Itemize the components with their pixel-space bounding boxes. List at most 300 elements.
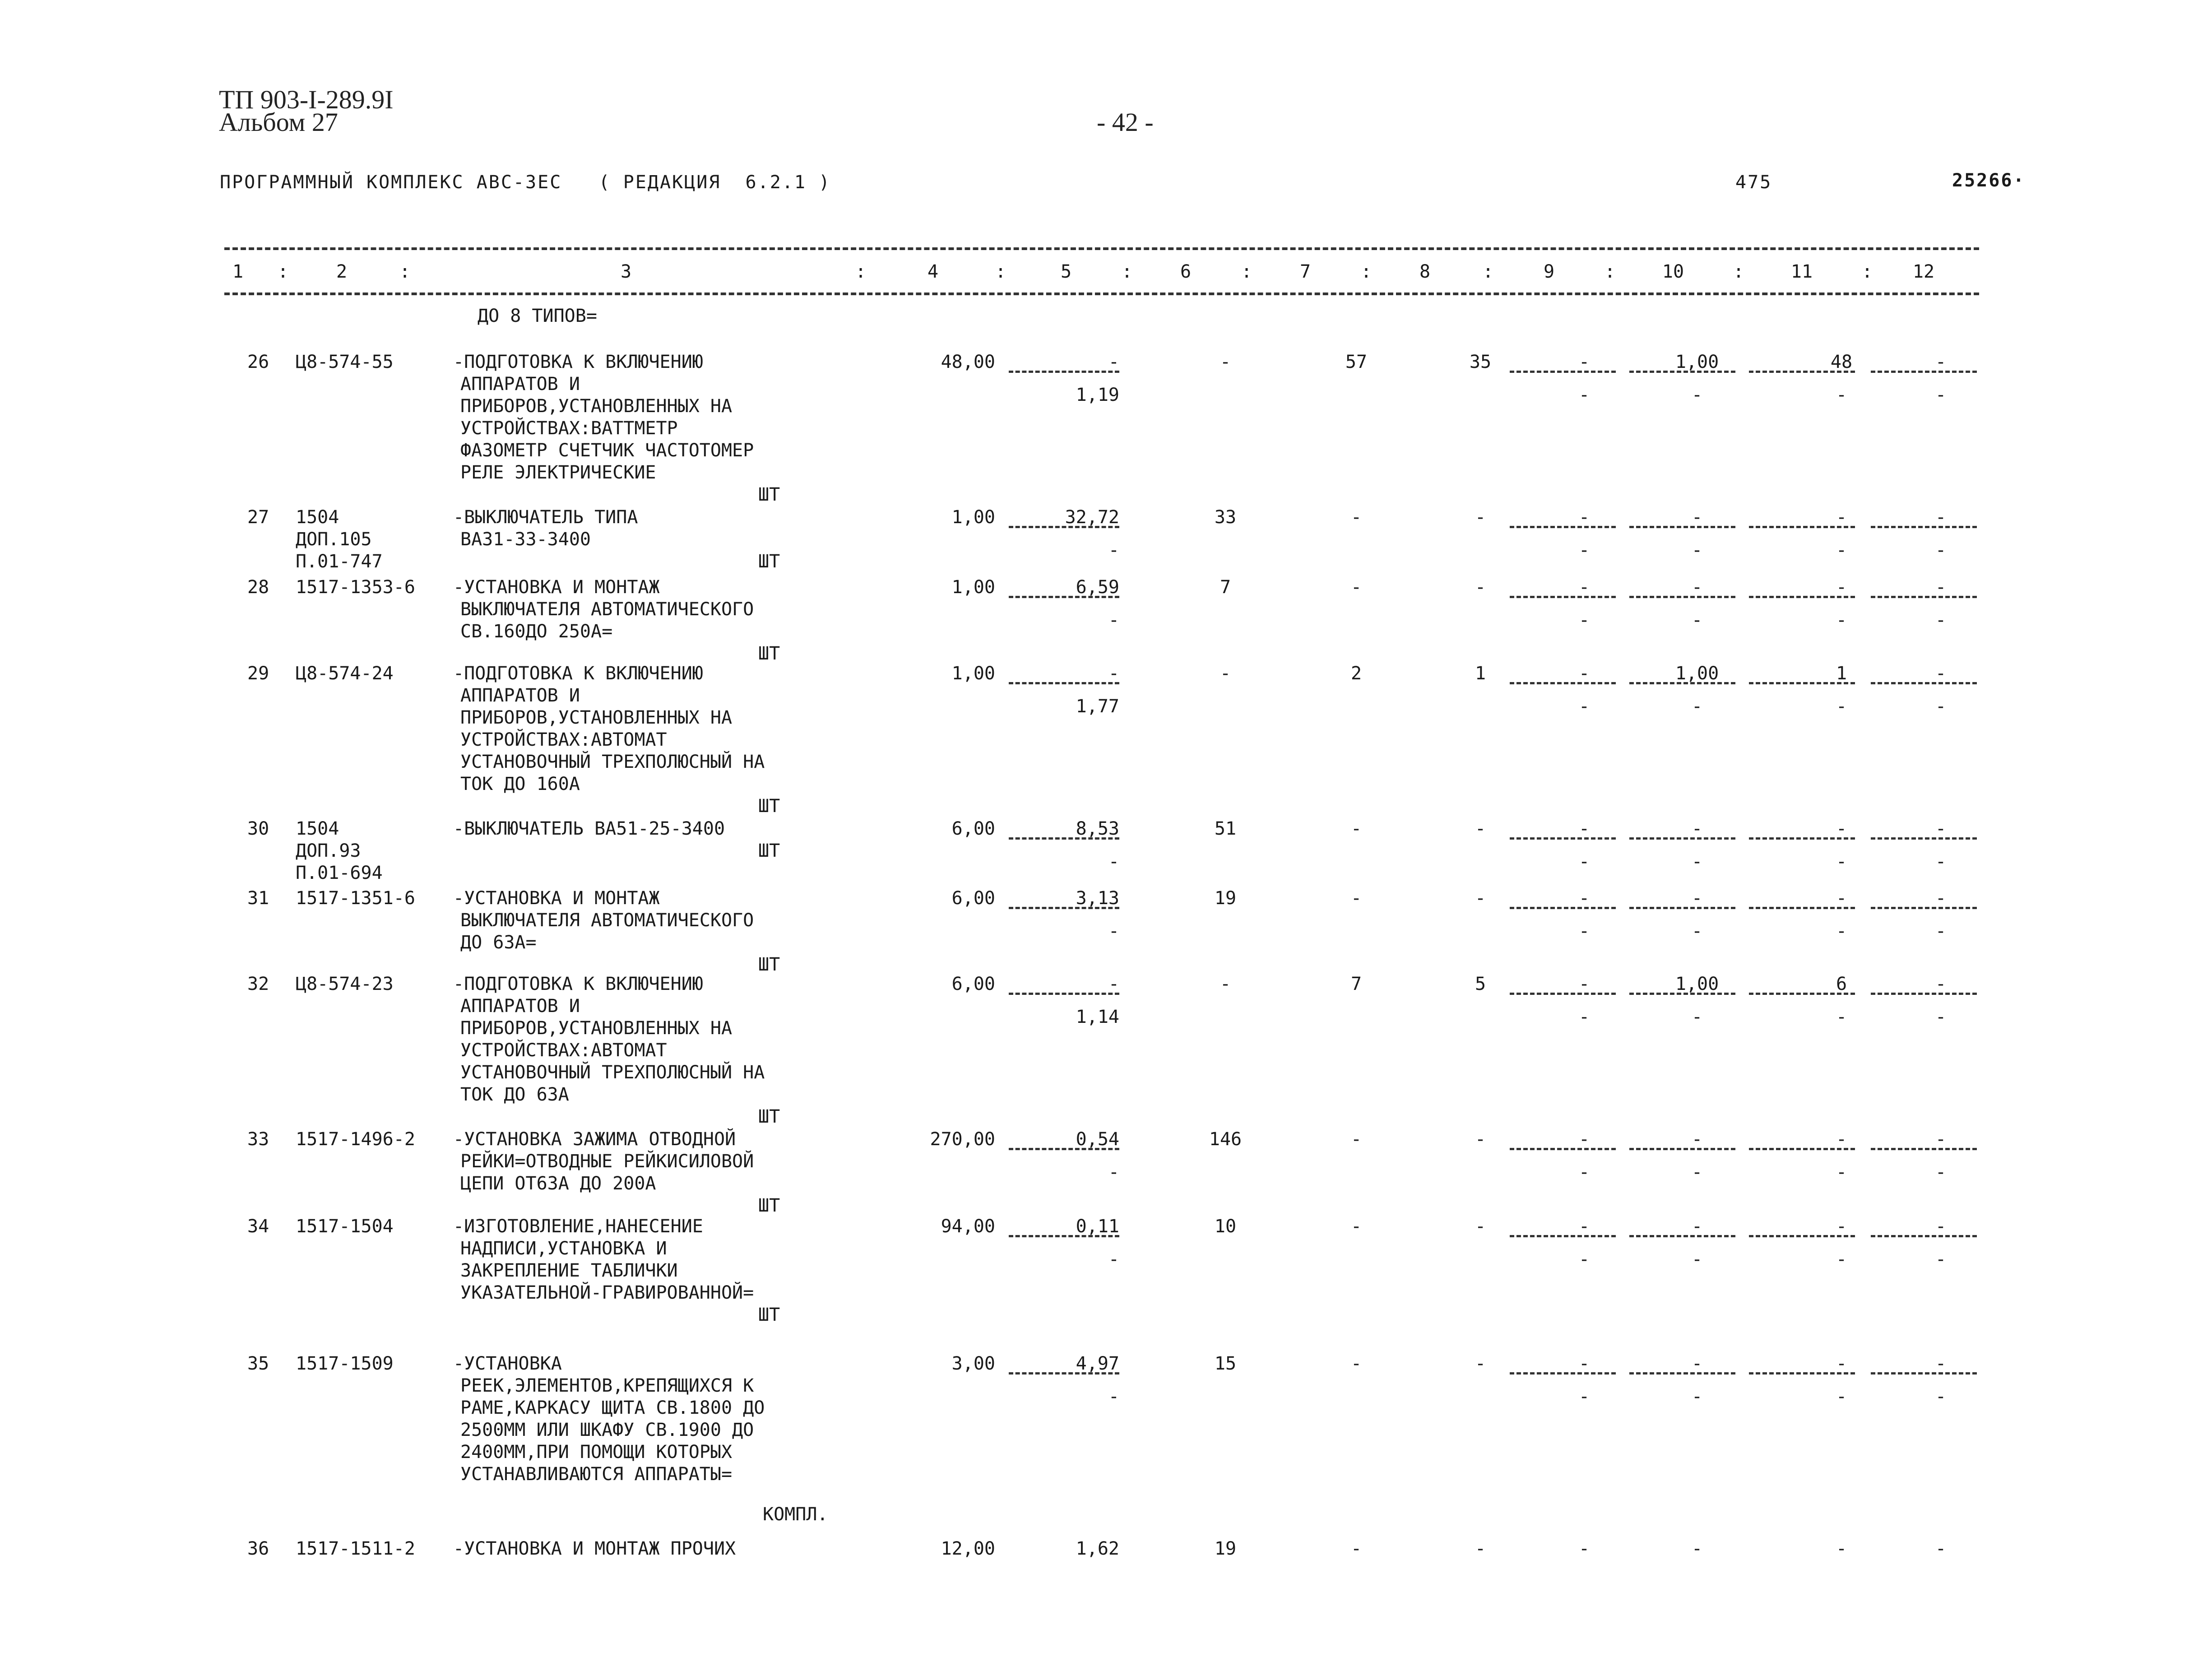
cell-col9-sub: -	[1578, 1162, 1590, 1183]
divider	[1009, 1148, 1119, 1150]
cell-col6: -	[1220, 663, 1231, 684]
cell-col10: 1,00	[1675, 663, 1719, 684]
cell-col10-sub: -	[1691, 1007, 1703, 1027]
column-separator: :	[277, 261, 289, 282]
column-header-5: 5	[1060, 261, 1072, 282]
cell-col4: 6,00	[951, 818, 995, 839]
row-number: 28	[247, 577, 269, 598]
row-code: 1517-1496-2	[296, 1129, 415, 1150]
row-code: 1517-1351-6	[296, 888, 415, 909]
cell-col5: 32,72	[1065, 507, 1119, 528]
cell-col11: -	[1836, 1129, 1847, 1150]
cell-col11-sub: -	[1836, 921, 1847, 942]
row-number: 35	[247, 1353, 269, 1374]
cell-col11: 6	[1836, 974, 1847, 994]
cell-col11: 48	[1830, 352, 1853, 372]
column-header-11: 11	[1790, 261, 1813, 282]
row-number: 30	[247, 818, 269, 839]
divider	[1871, 993, 1977, 995]
row-code: 1517-1504	[296, 1216, 394, 1237]
cell-col9-sub: -	[1578, 1249, 1590, 1270]
divider	[1629, 1148, 1735, 1150]
cell-col5: 0,11	[1076, 1216, 1119, 1237]
cell-col11: -	[1836, 577, 1847, 598]
album-label: Альбом 27	[219, 107, 338, 137]
cell-col5-sub: -	[1108, 851, 1119, 872]
row-description-line: ЦЕПИ ОТ63А ДО 200А	[460, 1173, 656, 1194]
row-description-line: УСТАНОВОЧНЫЙ ТРЕХПОЛЮСНЫЙ НА	[460, 1062, 765, 1083]
divider	[1510, 1235, 1616, 1237]
cell-col5-sub: -	[1108, 1249, 1119, 1270]
cell-col12: -	[1935, 352, 1947, 372]
row-description-line: -ВЫКЛЮЧАТЕЛЬ ВА51-25-3400	[453, 818, 725, 839]
cell-col10: 1,00	[1675, 352, 1719, 372]
row-unit: ШТ	[758, 954, 780, 975]
cell-col9-sub: -	[1578, 385, 1590, 405]
divider	[1749, 907, 1855, 909]
doc-number: 25266·	[1952, 170, 2026, 191]
divider	[1629, 526, 1735, 528]
divider	[1510, 993, 1616, 995]
cell-col11: -	[1836, 818, 1847, 839]
cell-col5-sub: -	[1108, 610, 1119, 631]
cell-col6: 7	[1220, 577, 1231, 598]
row-code: 1504	[296, 818, 339, 839]
cell-col7: 7	[1350, 974, 1362, 994]
cell-col5: -	[1108, 663, 1119, 684]
row-description-line: -УСТАНОВКА И МОНТАЖ	[453, 888, 660, 909]
row-description-line: АППАРАТОВ И	[460, 685, 580, 706]
row-number: 34	[247, 1216, 269, 1237]
row-description-line: УСТРОЙСТВАХ:АВТОМАТ	[460, 729, 667, 750]
cell-col9-sub: -	[1578, 921, 1590, 942]
cell-col10: -	[1691, 1216, 1703, 1237]
column-header-9: 9	[1543, 261, 1555, 282]
column-header-3: 3	[620, 261, 632, 282]
column-header-10: 10	[1662, 261, 1684, 282]
cell-col11-sub: -	[1836, 385, 1847, 405]
column-header-7: 7	[1299, 261, 1311, 282]
cell-col4: 270,00	[930, 1129, 995, 1150]
row-unit: ШТ	[758, 643, 780, 664]
cell-col5-sub: 1,19	[1076, 385, 1119, 405]
cell-col4: 12,00	[941, 1538, 995, 1559]
row-code: П.01-747	[296, 551, 383, 572]
divider	[1871, 682, 1977, 684]
row-description-line: -УСТАНОВКА ЗАЖИМА ОТВОДНОЙ	[453, 1129, 736, 1150]
cell-col8: 1	[1475, 663, 1486, 684]
cell-col12: -	[1935, 507, 1947, 528]
cell-col12-sub: -	[1935, 1386, 1947, 1407]
cell-col12: -	[1935, 1216, 1947, 1237]
cell-col6: 146	[1209, 1129, 1242, 1150]
divider	[1629, 371, 1735, 373]
divider	[1510, 596, 1616, 598]
cell-col10-sub: -	[1691, 385, 1703, 405]
row-description-line: -ИЗГОТОВЛЕНИЕ,НАНЕСЕНИЕ	[453, 1216, 703, 1237]
cell-col10-sub: -	[1691, 851, 1703, 872]
divider	[1009, 1235, 1119, 1237]
divider	[1871, 526, 1977, 528]
cell-col6: 19	[1214, 888, 1237, 909]
cell-col10-sub: -	[1691, 696, 1703, 717]
divider	[1749, 1372, 1855, 1374]
cell-col11: -	[1836, 888, 1847, 909]
row-code: П.01-694	[296, 863, 383, 883]
row-code: ДОП.105	[296, 529, 372, 550]
cell-col6: 19	[1214, 1538, 1237, 1559]
cell-col8: -	[1475, 1216, 1486, 1237]
row-description-line: ВА31-33-3400	[460, 529, 591, 550]
cell-col12: -	[1935, 818, 1947, 839]
divider	[1510, 907, 1616, 909]
column-header-8: 8	[1419, 261, 1431, 282]
cell-col9: -	[1578, 577, 1590, 598]
cell-col8: -	[1475, 888, 1486, 909]
cell-col10-sub: -	[1691, 1249, 1703, 1270]
cell-col4: 1,00	[951, 507, 995, 528]
table-top-rule	[224, 247, 1979, 250]
divider	[1629, 837, 1735, 840]
cell-col9: -	[1578, 507, 1590, 528]
divider	[1629, 993, 1735, 995]
cell-col5-sub: -	[1108, 1162, 1119, 1183]
cell-col5: 3,13	[1076, 888, 1119, 909]
cell-col9-sub: -	[1578, 696, 1590, 717]
column-header-2: 2	[336, 261, 348, 282]
cell-col12-sub: -	[1935, 1007, 1947, 1027]
cell-col10: -	[1691, 1353, 1703, 1374]
cell-col9-sub: -	[1578, 1007, 1590, 1027]
row-code: 1517-1509	[296, 1353, 394, 1374]
divider	[1871, 371, 1977, 373]
row-description-line: УСТРОЙСТВАХ:АВТОМАТ	[460, 1040, 667, 1061]
cell-col4: 3,00	[951, 1353, 995, 1374]
column-header-4: 4	[927, 261, 939, 282]
cell-col12: -	[1935, 577, 1947, 598]
row-code: 1504	[296, 507, 339, 528]
cell-col7: -	[1350, 1129, 1362, 1150]
row-number: 36	[247, 1538, 269, 1559]
row-description-line: УКАЗАТЕЛЬНОЙ-ГРАВИРОВАННОЙ=	[460, 1282, 754, 1303]
row-description-line: -УСТАНОВКА	[453, 1353, 562, 1374]
divider	[1871, 1148, 1977, 1150]
cell-col5: 1,62	[1076, 1538, 1119, 1559]
cell-col5: 6,59	[1076, 577, 1119, 598]
cell-col10-sub: -	[1691, 610, 1703, 631]
row-code: Ц8-574-24	[296, 663, 394, 684]
sheet-code: 475	[1735, 172, 1772, 193]
cell-col5-sub: -	[1108, 1386, 1119, 1407]
cell-col11: -	[1836, 1353, 1847, 1374]
program-title: ПРОГРАММНЫЙ КОМПЛЕКС АВС-ЗЕС ( РЕДАКЦИЯ 6.2.1 )	[220, 172, 831, 193]
cell-col12: -	[1935, 1538, 1947, 1559]
cell-col12-sub: -	[1935, 1249, 1947, 1270]
cell-col9: -	[1578, 818, 1590, 839]
cell-col11-sub: -	[1836, 696, 1847, 717]
cell-col9-sub: -	[1578, 610, 1590, 631]
row-unit: ШТ	[758, 484, 780, 505]
row-description-line: -ПОДГОТОВКА К ВКЛЮЧЕНИЮ	[453, 663, 703, 684]
divider	[1749, 1235, 1855, 1237]
divider	[1629, 1372, 1735, 1374]
table-column-header	[224, 261, 1979, 286]
cell-col12-sub: -	[1935, 921, 1947, 942]
divider	[1749, 837, 1855, 840]
cell-col12-sub: -	[1935, 851, 1947, 872]
row-number: 27	[247, 507, 269, 528]
row-description-line: ЗАКРЕПЛЕНИЕ ТАБЛИЧКИ	[460, 1260, 678, 1281]
cell-col4: 48,00	[941, 352, 995, 372]
cell-col9: -	[1578, 1538, 1590, 1559]
divider	[1871, 1235, 1977, 1237]
row-unit: ШТ	[758, 1305, 780, 1325]
row-description-line: ФАЗОМЕТР СЧЕТЧИК ЧАСТОТОМЕР	[460, 440, 754, 461]
divider	[1629, 682, 1735, 684]
cell-col10: -	[1691, 507, 1703, 528]
row-description-line: АППАРАТОВ И	[460, 374, 580, 395]
column-header-6: 6	[1180, 261, 1192, 282]
row-description-line: ВЫКЛЮЧАТЕЛЯ АВТОМАТИЧЕСКОГО	[460, 599, 754, 620]
divider	[1510, 1372, 1616, 1374]
row-description-line: -ВЫКЛЮЧАТЕЛЬ ТИПА	[453, 507, 638, 528]
cell-col5: -	[1108, 974, 1119, 994]
row-number: 26	[247, 352, 269, 372]
cell-col7: 57	[1345, 352, 1368, 372]
row-code: 1517-1511-2	[296, 1538, 415, 1559]
row-description-line: РАМЕ,КАРКАСУ ЩИТА СВ.1800 ДО	[460, 1398, 765, 1418]
divider	[1510, 837, 1616, 840]
cell-col8: -	[1475, 577, 1486, 598]
row-description-line: ТОК ДО 160А	[460, 774, 580, 794]
row-description-line: ПРИБОРОВ,УСТАНОВЛЕННЫХ НА	[460, 396, 733, 417]
cell-col11-sub: -	[1836, 540, 1847, 561]
row-unit: КОМПЛ.	[763, 1504, 828, 1525]
divider	[1749, 371, 1855, 373]
cell-col6: 51	[1214, 818, 1237, 839]
cell-col7: -	[1350, 507, 1362, 528]
cell-col10: -	[1691, 1538, 1703, 1559]
column-separator: :	[1733, 261, 1744, 282]
divider	[1629, 596, 1735, 598]
divider	[1871, 907, 1977, 909]
cell-col6: 10	[1214, 1216, 1237, 1237]
cell-col10: -	[1691, 1129, 1703, 1150]
divider	[1871, 596, 1977, 598]
document-code: ТП 903-I-289.9I	[219, 85, 394, 114]
cell-col12: -	[1935, 1353, 1947, 1374]
row-code: Ц8-574-55	[296, 352, 394, 372]
divider	[1009, 907, 1119, 909]
row-description-line: УСТАНОВОЧНЫЙ ТРЕХПОЛЮСНЫЙ НА	[460, 752, 765, 772]
cell-col7: -	[1350, 818, 1362, 839]
cell-col4: 1,00	[951, 663, 995, 684]
column-separator: :	[995, 261, 1006, 282]
row-unit: ШТ	[758, 840, 780, 861]
cell-col11: -	[1836, 507, 1847, 528]
cell-col5-sub: -	[1108, 921, 1119, 942]
cell-col12-sub: -	[1935, 540, 1947, 561]
table-header-rule	[224, 293, 1979, 295]
row-description-line: УСТАНАВЛИВАЮТСЯ АППАРАТЫ=	[460, 1464, 733, 1485]
row-description-line: ВЫКЛЮЧАТЕЛЯ АВТОМАТИЧЕСКОГО	[460, 910, 754, 931]
divider	[1510, 682, 1616, 684]
cell-col10: -	[1691, 888, 1703, 909]
cell-col6: 33	[1214, 507, 1237, 528]
column-separator: :	[1604, 261, 1616, 282]
row-description-line: РЕЛЕ ЭЛЕКТРИЧЕСКИЕ	[460, 462, 656, 483]
divider	[1629, 907, 1735, 909]
row-unit: ШТ	[758, 551, 780, 572]
divider	[1510, 371, 1616, 373]
cell-col12: -	[1935, 974, 1947, 994]
cell-col11: 1	[1836, 663, 1847, 684]
cell-col5-sub: -	[1108, 540, 1119, 561]
cell-col9-sub: -	[1578, 540, 1590, 561]
divider	[1749, 993, 1855, 995]
row-description-line: 2500ММ ИЛИ ШКАФУ СВ.1900 ДО	[460, 1420, 754, 1440]
column-separator: :	[1360, 261, 1372, 282]
cell-col9-sub: -	[1578, 1386, 1590, 1407]
cell-col7: 2	[1350, 663, 1362, 684]
divider	[1009, 526, 1119, 528]
divider	[1009, 993, 1119, 995]
cell-col8: 5	[1475, 974, 1486, 994]
cell-col4: 6,00	[951, 974, 995, 994]
cell-col10: -	[1691, 818, 1703, 839]
cell-col9: -	[1578, 1216, 1590, 1237]
column-separator: :	[399, 261, 411, 282]
row-description-line: РЕЕК,ЭЛЕМЕНТОВ,КРЕПЯЩИХСЯ К	[460, 1375, 754, 1396]
cell-col11-sub: -	[1836, 1007, 1847, 1027]
cell-col10-sub: -	[1691, 540, 1703, 561]
cell-col8: -	[1475, 818, 1486, 839]
cell-col4: 6,00	[951, 888, 995, 909]
cell-col5: 8,53	[1076, 818, 1119, 839]
cell-col10-sub: -	[1691, 921, 1703, 942]
cell-col5: 0,54	[1076, 1129, 1119, 1150]
cell-col7: -	[1350, 1538, 1362, 1559]
divider	[1009, 371, 1119, 373]
cell-col4: 1,00	[951, 577, 995, 598]
row-number: 31	[247, 888, 269, 909]
cell-col12: -	[1935, 663, 1947, 684]
cell-col9: -	[1578, 663, 1590, 684]
column-header-1: 1	[232, 261, 244, 282]
cell-col8: -	[1475, 1353, 1486, 1374]
row-description-line: -УСТАНОВКА И МОНТАЖ ПРОЧИХ	[453, 1538, 736, 1559]
cell-col11-sub: -	[1836, 610, 1847, 631]
column-separator: :	[1861, 261, 1873, 282]
cell-col12: -	[1935, 1129, 1947, 1150]
cell-col11-sub: -	[1836, 1386, 1847, 1407]
cell-col12-sub: -	[1935, 1162, 1947, 1183]
row-code: 1517-1353-6	[296, 577, 415, 598]
divider	[1009, 682, 1119, 684]
cell-col5: -	[1108, 352, 1119, 372]
row-number: 29	[247, 663, 269, 684]
divider	[1009, 1372, 1119, 1374]
cell-col12-sub: -	[1935, 610, 1947, 631]
row-description-line: 2400ММ,ПРИ ПОМОЩИ КОТОРЫХ	[460, 1442, 733, 1463]
column-separator: :	[1482, 261, 1494, 282]
cell-col11-sub: -	[1836, 1249, 1847, 1270]
divider	[1629, 1235, 1735, 1237]
divider	[1749, 682, 1855, 684]
divider	[1009, 596, 1119, 598]
cell-col6: 15	[1214, 1353, 1237, 1374]
cell-col11-sub: -	[1836, 851, 1847, 872]
row-description-line: АППАРАТОВ И	[460, 996, 580, 1017]
column-separator: :	[1121, 261, 1133, 282]
cell-col7: -	[1350, 888, 1362, 909]
column-separator: :	[1241, 261, 1252, 282]
divider	[1009, 837, 1119, 840]
column-header-12: 12	[1912, 261, 1935, 282]
row-description-line: ПРИБОРОВ,УСТАНОВЛЕННЫХ НА	[460, 1018, 733, 1039]
cell-col7: -	[1350, 1353, 1362, 1374]
cell-col11-sub: -	[1836, 1162, 1847, 1183]
row-unit: ШТ	[758, 796, 780, 817]
cell-col5-sub: 1,14	[1076, 1007, 1119, 1027]
divider	[1749, 596, 1855, 598]
row-description-line: ПРИБОРОВ,УСТАНОВЛЕННЫХ НА	[460, 707, 733, 728]
row-description-line: ДО 63А=	[460, 932, 537, 953]
page-number: - 42 -	[1097, 107, 1154, 137]
row-description-line: ТОК ДО 63А	[460, 1084, 569, 1105]
cell-col8: -	[1475, 1538, 1486, 1559]
cell-col10-sub: -	[1691, 1386, 1703, 1407]
cell-col10: 1,00	[1675, 974, 1719, 994]
cell-col5: 4,97	[1076, 1353, 1119, 1374]
divider	[1749, 1148, 1855, 1150]
cell-col7: -	[1350, 577, 1362, 598]
cell-col10: -	[1691, 577, 1703, 598]
row-code: ДОП.93	[296, 840, 361, 861]
cell-col9: -	[1578, 1129, 1590, 1150]
cell-col11: -	[1836, 1538, 1847, 1559]
cell-col6: -	[1220, 352, 1231, 372]
cell-col8: -	[1475, 1129, 1486, 1150]
cell-col8: -	[1475, 507, 1486, 528]
row-description-line: СВ.160ДО 250А=	[460, 621, 613, 642]
cell-col12-sub: -	[1935, 696, 1947, 717]
row-description-line: РЕЙКИ=ОТВОДНЫЕ РЕЙКИСИЛОВОЙ	[460, 1151, 754, 1172]
row-description-line: УСТРОЙСТВАХ:ВАТТМЕТР	[460, 418, 678, 439]
divider	[1510, 526, 1616, 528]
cell-col9: -	[1578, 888, 1590, 909]
row-description-line: -ПОДГОТОВКА К ВКЛЮЧЕНИЮ	[453, 352, 703, 372]
cell-col12: -	[1935, 888, 1947, 909]
continuation-text: ДО 8 ТИПОВ=	[478, 306, 597, 326]
divider	[1749, 526, 1855, 528]
cell-col10-sub: -	[1691, 1162, 1703, 1183]
cell-col8: 35	[1469, 352, 1492, 372]
row-description-line: -УСТАНОВКА И МОНТАЖ	[453, 577, 660, 598]
row-number: 33	[247, 1129, 269, 1150]
row-number: 32	[247, 974, 269, 994]
row-unit: ШТ	[758, 1106, 780, 1127]
cell-col6: -	[1220, 974, 1231, 994]
cell-col9: -	[1578, 974, 1590, 994]
cell-col9-sub: -	[1578, 851, 1590, 872]
row-description-line: НАДПИСИ,УСТАНОВКА И	[460, 1238, 667, 1259]
cell-col11: -	[1836, 1216, 1847, 1237]
cell-col5-sub: 1,77	[1076, 696, 1119, 717]
divider	[1510, 1148, 1616, 1150]
cell-col9: -	[1578, 352, 1590, 372]
cell-col4: 94,00	[941, 1216, 995, 1237]
